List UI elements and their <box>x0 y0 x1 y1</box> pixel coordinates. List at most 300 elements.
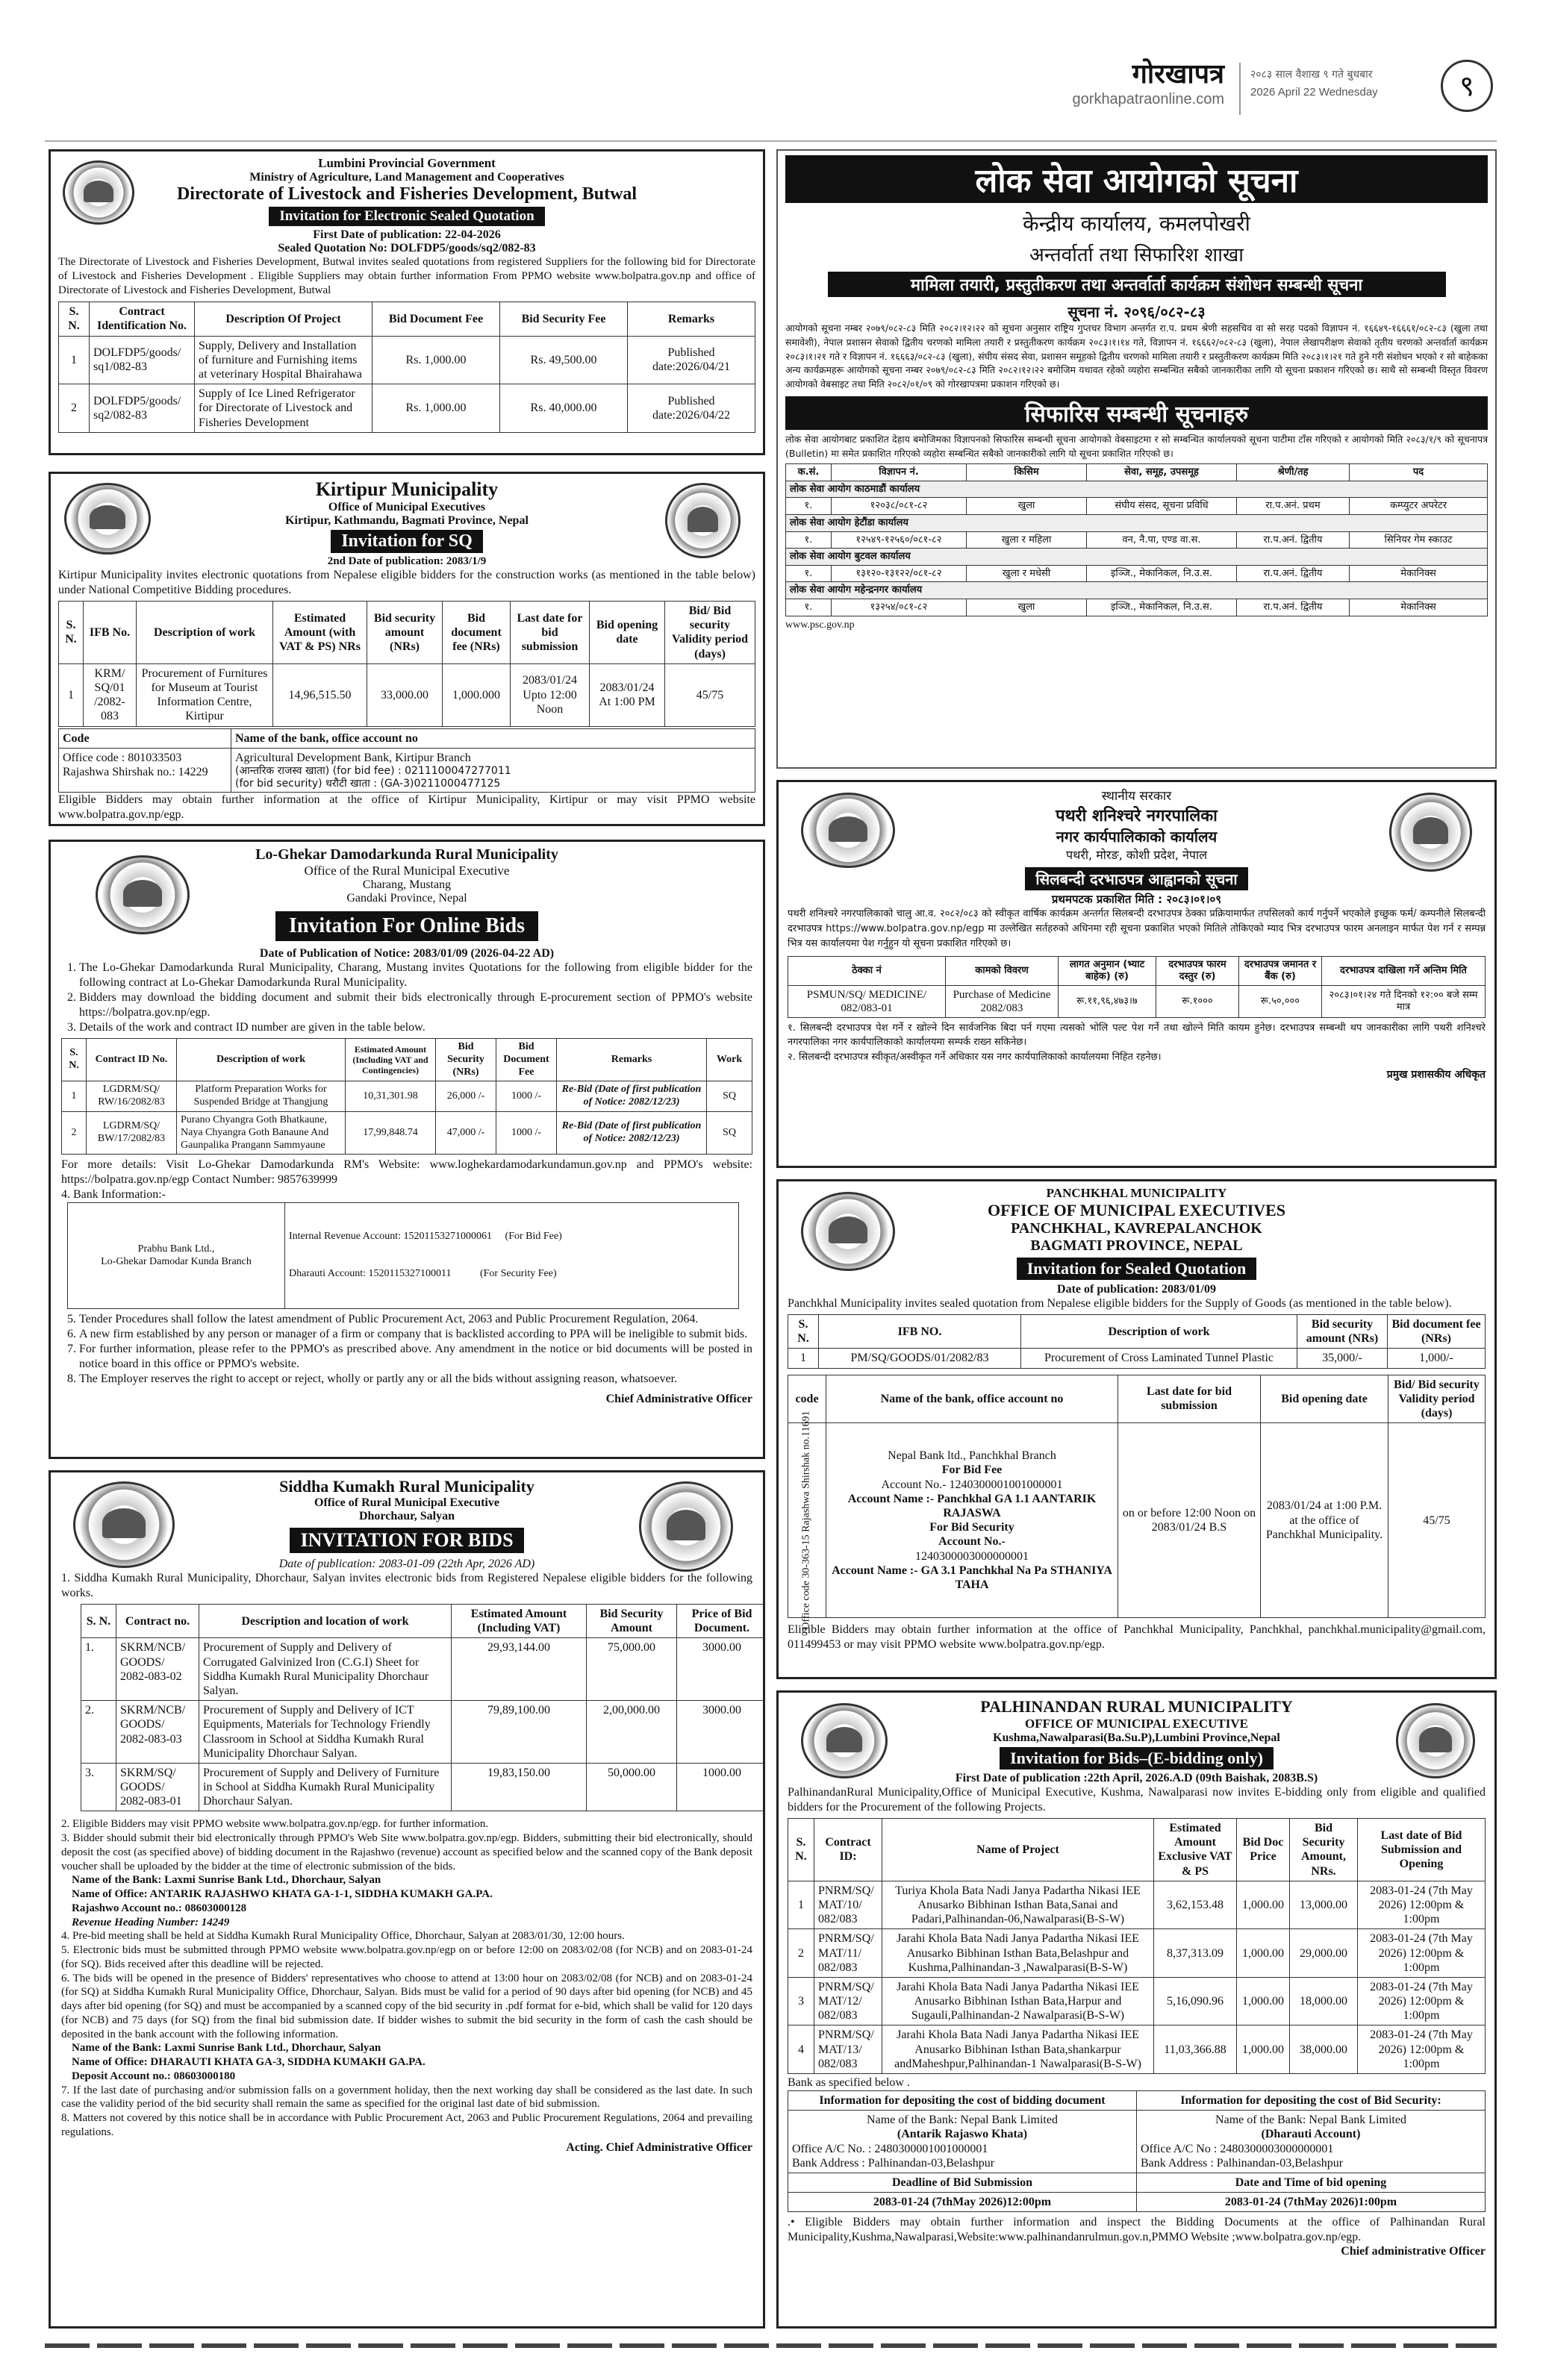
code-cell <box>788 1411 826 1630</box>
cell: 2 <box>788 1929 814 1978</box>
cell: 2 <box>59 384 90 433</box>
notice-body: The Directorate of Livestock and Fisheries Development, Butwal invites sealed quotations from registered Suppliers for the following bid for Directorate of Livestock and Fisheries Development . Eligible Suppliers may obtain further information From PPMO website www.bolpatra.gov.np and office of Directorate of Livestock and Fisheries Development, Butwal <box>58 256 755 296</box>
revenue-account: Internal Revenue Account: 15201153271000061 (For Bid Fee) <box>289 1230 562 1242</box>
cell: 35,000/- <box>1297 1349 1388 1368</box>
cell: Supply, Delivery and Installation of furniture and Furnishing items at veterinary Hospital Bhairahawa <box>195 336 372 384</box>
col-security: Bid Security (NRs) <box>436 1039 496 1081</box>
account-no: Office A/C No : 2480300003000000001 <box>1141 2142 1334 2155</box>
col-shreni: श्रेणी/तह <box>1237 464 1350 481</box>
table-row <box>788 985 1486 1017</box>
col-description: Description and location of work <box>199 1605 452 1638</box>
cell: PSMUN/SQ/ MEDICINE/ 082/083-01 <box>788 985 946 1017</box>
siddha-table <box>81 1604 765 1811</box>
psc-website[interactable]: www.psc.gov.np <box>785 619 855 631</box>
siddha-terms <box>61 1817 752 2139</box>
col-sn: S. N. <box>62 1039 87 1081</box>
cell: रू.१००० <box>1156 985 1239 1017</box>
cell: इञ्जि., मेकानिकल, नि.उ.स. <box>1087 565 1237 582</box>
security-cell <box>1137 2111 1486 2173</box>
table-row <box>62 1081 752 1112</box>
para-2: 2. Eligible Bidders may visit PPMO website www.bolpatra.gov.np/egp. for further information. <box>61 1818 489 1831</box>
masthead-divider <box>1239 63 1241 115</box>
page-number: ९ <box>1441 60 1493 112</box>
account-no: Office A/C No. : 2480300001001000001 <box>792 2142 988 2155</box>
gov: स्थानीय सरकार <box>1101 789 1172 804</box>
col-kisim: किसिम <box>967 464 1087 481</box>
pub-date: First Date of publication :22th April, 2026.A.D (09th Baishak, 2083B.S) <box>955 1772 1318 1784</box>
col-security: Bid security amount (NRs) <box>1297 1315 1388 1349</box>
notice-banner: Invitation for Sealed Quotation <box>1017 1258 1257 1280</box>
cell: रा.प.अनं. द्वितीय <box>1237 565 1350 582</box>
nepal-emblem-icon <box>801 793 895 868</box>
table-row <box>786 599 1488 616</box>
cell: 1000 /- <box>496 1111 557 1154</box>
cell: 1 <box>59 663 84 726</box>
cell: 5,16,090.96 <box>1154 1977 1237 2026</box>
account-name: (Antarik Rajaswo Khata) <box>897 2128 1028 2141</box>
col-sn: S. N. <box>81 1605 116 1638</box>
cell: Jarahi Khola Bata Nadi Janya Padartha Nikasi IEE Anusarko Bibhinan Isthan Bata,Belashpur and Kushma,Palhinandan-3 ,Nawalparasi(B-S-W) <box>882 1929 1154 1978</box>
office-group: लोक सेवा आयोग बुटवल कार्यालय <box>786 549 1488 566</box>
cell: 1,000.00 <box>1237 1881 1290 1929</box>
dharauti-account: Dharauti Account: 1520115327100011 (For Security Fee) <box>289 1268 557 1280</box>
table-row <box>786 531 1488 549</box>
notice-body: Panchkhal Municipality invites sealed quotation from Nepalese eligible bidders for the Supply of Goods (as mentioned in the table below). <box>788 1297 1452 1310</box>
col-opening: Bid opening date <box>590 602 665 664</box>
psc-banner: लोक सेवा आयोगको सूचना <box>785 155 1488 203</box>
pub-date: Date of publication: 2083-01-09 (22th Apr, 2026 AD) <box>278 1558 535 1570</box>
nepal-emblem-icon <box>73 1481 175 1568</box>
cell: 3. <box>81 1763 116 1811</box>
cell: १. <box>786 565 832 582</box>
cell: SKRM/SQ/ GOODS/ 2082-083-01 <box>116 1763 199 1811</box>
livestock-table <box>58 302 755 433</box>
cell: 2083-01-24 (7th May 2026) 12:00pm & 1:00pm <box>1358 1929 1486 1978</box>
cell: 1000 /- <box>496 1081 557 1112</box>
notice-banner: Invitation for Bids–(E-bidding only) <box>1000 1747 1274 1770</box>
col-project: Name of Project <box>882 1819 1154 1881</box>
bank-as-specified: Bank as specified below . <box>788 2076 910 2089</box>
list-item: 8. The Employer reserves the right to accept or reject, wholly or partly any or all the bids without assigning reason, whatsoever. <box>79 1372 752 1387</box>
masthead-rule <box>45 140 1497 142</box>
paper-name: गोरखापत्र <box>1132 59 1224 90</box>
cell: PM/SQ/GOODS/01/2082/83 <box>819 1349 1021 1368</box>
cell: १. <box>786 531 832 549</box>
revenue-heading: Revenue Heading Number: 14249 <box>72 1916 230 1928</box>
bank-name-cell <box>68 1203 285 1308</box>
col-doc-fee: Bid Document Fee <box>496 1039 557 1081</box>
cell: १२५४९-१२५६०/०८१-८२ <box>832 531 967 549</box>
bank-address: Bank Address : Palhinandan-03,Belashpur <box>1141 2156 1344 2170</box>
cell: 1000.00 <box>677 1763 766 1811</box>
cell: 2083-01-24 (7th May 2026) 12:00pm & 1:00pm <box>1358 2026 1486 2074</box>
notice-banner: Invitation for SQ <box>331 530 483 553</box>
cell: 2. <box>81 1701 116 1764</box>
psc-para-2: लोक सेवा आयोगबाट प्रकाशित देहाय बमोजिमका विज्ञापनको सिफारिस सम्बन्धी सूचना आयोगको वेबसाइटमा र सो सम्बन्धित कार्यालयको सूचना पाटीमा टाँस गरिएको र आयोगको मिति २०८३/१/९ को सूचनापत्र (Bulletin) मा समेत प्रकाशित गरिएको व्यहोरा सम्बन्धित सबैको जानकारीको लागि यो सूचना प्रकाशित गरिएको छ। <box>785 433 1488 459</box>
address-1: PANCHKHAL, KAVREPALANCHOK <box>1011 1220 1262 1237</box>
livestock-notice <box>49 149 765 455</box>
col-doc-price: Price of Bid Document. <box>677 1605 766 1638</box>
cell: 2083/01/24 Upto 12:00 Noon <box>511 663 590 726</box>
address-2: BAGMATI PROVINCE, NEPAL <box>1030 1237 1243 1254</box>
table-row <box>786 565 1488 582</box>
panchkhal-bank-table <box>788 1375 1486 1630</box>
office-group: लोक सेवा आयोग महेन्द्रनगर कार्यालय <box>786 582 1488 599</box>
nepal-emblem-icon <box>801 1192 895 1271</box>
col-contract: ठेक्का नं <box>788 957 946 985</box>
psc-banner-2: सिफारिस सम्बन्धी सूचनाहरु <box>785 396 1488 430</box>
office-name: Directorate of Livestock and Fisheries Development, Butwal <box>176 184 638 204</box>
notice-body: PalhinandanRural Municipality,Office of Municipal Executive, Kushma, Nawalparasi now invites E-bidding only from eligible and qualified bidders for the Procurement of the following Projects. <box>788 1786 1486 1814</box>
cell: 3,62,153.48 <box>1154 1881 1237 1929</box>
cell: रा.प.अनं. प्रथम <box>1237 498 1350 515</box>
col-doc-price: Bid Doc Price <box>1237 1819 1290 1881</box>
municipality-logo-icon <box>665 483 741 558</box>
bank-security-account: (for bid security) धरौटी खाता : (GA-3)0211000477125 <box>235 777 501 790</box>
office-code: Office code : 801033503 <box>63 751 182 764</box>
cell: 45/75 <box>665 663 755 726</box>
cell: Purchase of Medicine 2082/083 <box>946 985 1059 1017</box>
address-1: Charang, Mustang <box>362 878 452 891</box>
col-estimate: लागत अनुमान (भ्याट बाहेक) (रु) <box>1059 957 1156 985</box>
pathari-notice <box>776 780 1497 1168</box>
address-2: Gandaki Province, Nepal <box>346 892 467 905</box>
cell: १३२५४/०८१-८२ <box>832 599 967 616</box>
notice-banner: Invitation For Online Bids <box>275 911 538 941</box>
notice-footer: Eligible Bidders may obtain further information at the office of Kirtipur Municipality, Kirtipur or may visit PPMO website www.bolpatra.gov.np/egp. <box>58 793 755 822</box>
notice-footer: .• Eligible Bidders may obtain further information and inspect the Bidding Documents at the office of Palhinandan Rural Municipality,Kushma,Nawalparasi,Website:www.palhinandanrulmun.gov.n,PMMO Website ;www.bolpatra.gov.np/egp. <box>788 2216 1486 2244</box>
office: Office of Municipal Executives <box>328 501 486 513</box>
col-description: Description of work <box>177 1039 346 1081</box>
municipality-logo-icon <box>639 1481 733 1572</box>
psc-notice <box>776 149 1497 769</box>
signature: Acting. Chief Administrative Officer <box>566 2140 752 2154</box>
list-item: 3. Details of the work and contract ID number are given in the table below. <box>79 1020 752 1035</box>
cell: Published date:2026/04/22 <box>628 384 755 433</box>
table-row <box>59 336 755 384</box>
cell: Rs. 49,500.00 <box>500 336 628 384</box>
siddha-notice <box>49 1470 765 2329</box>
cell: Procurement of Supply and Delivery of Corrugated Galvinized Iron (C.G.I) Sheet for Siddha Kumakh Rural Municipality Dhorchaur Salyan. <box>199 1638 452 1701</box>
col-doc-fee: Bid document fee (NRs) <box>1388 1315 1486 1349</box>
table-row <box>62 1111 752 1154</box>
title: Kirtipur Municipality <box>315 478 499 500</box>
para-7: 7. If the last date of purchasing and/or submission falls on a government holiday, then the next working day shall be considered as the last date. In such case the validity period of the bid security shall remain the same as specified for the original last date of bid submission. <box>61 2084 752 2111</box>
note-1: १. सिलबन्दी दरभाउपत्र पेश गर्ने र खोल्ने दिन सार्वजनिक बिदा पर्न गएमा त्यसको भोलि पल्ट पेश गर्ने तथा खोल्ने मिति कायम हुनेछ। दरभाउपत्र सम्बन्धी थप जानकारीका लागि पथरी शनिश्चरे नगरपालिका नगर कार्यपालिकाको कार्यालयमा सम्पर्क राख्न सकिनेछ। <box>788 1022 1486 1049</box>
security-account-name: Account Name :- GA 3.1 Panchkhal Na Pa STHANIYA TAHA <box>832 1564 1112 1591</box>
list-item: 5. Tender Procedures shall follow the latest amendment of Public Procurement Act, 2063 and Public Procurement Regulation, 2064. <box>79 1312 752 1327</box>
office: Office of the Rural Municipal Executive <box>304 863 510 878</box>
table-row <box>788 1881 1486 1929</box>
col-description: कामको विवरण <box>946 957 1059 985</box>
notice-body: पथरी शनिश्चरे नगरपालिकाको चालु आ.व. २०८२/०८३ को स्वीकृत वार्षिक कार्यक्रम अन्तर्गत सिलबन्दी दरभाउपत्र ठेक्का प्रक्रियामार्फत तपसिलको कार्य गर्नुपर्ने भएकोले इच्छुक फर्म/ कम्पनीले सिलबन्दी दरभाउपत्र https://www.bolpatra.gov.np/egp मा उल्लेखित सर्तहरुको अधिनमा रही सूचना प्रकाशित भएको मितिले तोकिएको म्याद भित्र दरभाउपत्र फारम अनलाइन मार्फत पेश गर्न र सम्पन्न भित्र यस कार्यालयमा पेश गर्नुहुन यो सूचना प्रकाशित गरिएको छ। <box>788 908 1486 950</box>
kirtipur-table <box>58 601 755 727</box>
cell: 2,00,000.00 <box>587 1701 677 1764</box>
municipality-logo-icon <box>1389 793 1472 872</box>
bid-fee-account: Account No.- 1240300001001000001 <box>881 1478 1063 1491</box>
cell: 1,000.00 <box>1237 1929 1290 1978</box>
code-cell <box>59 748 231 793</box>
cell: Turiya Khola Bata Nadi Janya Padartha Nikasi IEE Anusarko Bibhinan Isthan Bata,Sanai and Padari,Palhinandan-06,Nawalparasi(B-S-W) <box>882 1881 1154 1929</box>
col-security: Bid security amount (NRs) <box>367 602 443 664</box>
list-item: 6. A new firm established by any person or manager of a firm or company that is backlisted according to PPA will be ineligible to submit bids. <box>79 1327 752 1342</box>
signature: Chief Administrative Officer <box>605 1392 752 1405</box>
para-3: 3. Bidder should submit their bid electronically through PPMO's Web Site www.bolpatra.gov.np/egp. Bidders, submitting their bid electronically, should deposit the cost (as specified above) of bidding document in the Rajashwo (revenue) account as specified below and the scanned copy of the Bank deposit voucher shall be uploaded by the bidder at the time of electronic submission of the bids. <box>61 1832 752 1873</box>
palhinandan-table <box>788 1818 1486 2074</box>
cell: Re-Bid (Date of first publication of Notice: 2082/12/23) <box>557 1111 707 1154</box>
cell: 11,03,366.88 <box>1154 2026 1237 2074</box>
cell: मेकानिक्स <box>1350 599 1488 616</box>
panchkhal-table <box>788 1314 1486 1369</box>
kirtipur-notice <box>49 472 765 826</box>
cell: सिनियर गेम स्काउट <box>1350 531 1488 549</box>
cell: LGDRM/SQ/ RW/16/2082/83 <box>87 1081 177 1112</box>
bank-name: Name of the Bank: Nepal Bank Limited <box>1215 2114 1406 2127</box>
col-last-date: Last date for bid submission <box>1118 1375 1261 1423</box>
cell: Supply of Ice Lined Refrigerator for Directorate of Livestock and Fisheries Development <box>195 384 372 433</box>
cell: 2083/01/24 At 1:00 PM <box>590 663 665 726</box>
cell: Platform Preparation Works for Suspended Bridge at Thangjung <box>177 1081 346 1112</box>
col-estimate: Estimated Amount (Including VAT and Contingencies) <box>346 1039 436 1081</box>
cell: 4 <box>788 2026 814 2074</box>
col-contract: Contract Identification No. <box>90 302 195 336</box>
cell: on or before 12:00 Noon on 2083/01/24 B.S <box>1118 1423 1261 1618</box>
cell: 33,000.00 <box>367 663 443 726</box>
office-group: लोक सेवा आयोग हेटौंडा कार्यालय <box>786 515 1488 532</box>
cell: KRM/ SQ/01 /2082-083 <box>84 663 137 726</box>
table-row <box>81 1638 766 1701</box>
cell: Procurement of Supply and Delivery of Furniture in School at Siddha Kumakh Rural Municipality Dhorchaur Salyan. <box>199 1763 452 1811</box>
loghekar-bank-table <box>67 1202 739 1308</box>
para-8: 8. Matters not covered by this notice shall be in accordance with Public Procurement Act, 2063 and Public Procurement Regulations, 2064 and prevailing regulations. <box>61 2112 752 2138</box>
cell: 3 <box>788 1977 814 2026</box>
palhinandan-notice <box>776 1690 1497 2329</box>
cell: 2083/01/24 at 1:00 P.M. at the office of Panchkhal Municipality. <box>1261 1423 1388 1618</box>
col-security-info: Information for depositing the cost of Bid Security: <box>1137 2091 1486 2111</box>
bank-name: Nepal Bank ltd., Panchkhal Branch <box>888 1449 1056 1463</box>
cell: Rs. 1,000.00 <box>372 384 500 433</box>
col-form-fee: दरभाउपत्र फारम दस्तुर (रु) <box>1156 957 1239 985</box>
cell: 38,000.00 <box>1290 2026 1358 2074</box>
terms-list <box>61 1312 752 1387</box>
office: Office of Rural Municipal Executive <box>314 1496 499 1509</box>
cell: इञ्जि., मेकानिकल, नि.उ.स. <box>1087 599 1237 616</box>
title: PALHINANDAN RURAL MUNICIPALITY <box>980 1697 1293 1716</box>
col-validity: Bid/ Bid security Validity period (days) <box>665 602 755 664</box>
col-code: Code <box>59 728 231 748</box>
col-sn: S. N. <box>59 602 84 664</box>
col-last-date: Last date for bid submission <box>511 602 590 664</box>
col-description: Description of work <box>137 602 273 664</box>
cell: DOLFDP5/goods/ sq1/082-83 <box>90 336 195 384</box>
col-estimate: Estimated Amount (with VAT & PS) NRs <box>273 602 367 664</box>
col-last-date: दरभाउपत्र दाखिला गर्ने अन्तिम मिति <box>1322 957 1486 985</box>
nepal-emblem-icon <box>801 1703 888 1778</box>
cell: खुला <box>967 599 1087 616</box>
cell: SKRM/NCB/ GOODS/ 2082-083-03 <box>116 1701 199 1764</box>
cell: 1 <box>62 1081 87 1112</box>
cell: १. <box>786 498 832 515</box>
cell: १२०३८/०८१-८२ <box>832 498 967 515</box>
ministry-name: Ministry of Agriculture, Land Management and Cooperatives <box>249 171 564 184</box>
security-account-label: Account No.- <box>938 1535 1006 1549</box>
cell: खुला <box>967 498 1087 515</box>
cell: मेकानिक्स <box>1350 565 1488 582</box>
more-details: For more details: Visit Lo-Ghekar Damodarkunda RM's Website: www.loghekardamodarkundamun.gov.np and PPMO's website: https://bolpatra.gov.np/egp Contact Number: 9857639999 <box>61 1158 752 1187</box>
bank-info-label: 4. Bank Information:- <box>61 1188 166 1202</box>
table-row <box>788 2026 1486 2074</box>
col-opening: Date and Time of bid opening <box>1137 2173 1486 2192</box>
office-group: लोक सेवा आयोग काठमाडौं कार्यालय <box>786 481 1488 498</box>
cell: १३१२०-१३१२२/०८१-८२ <box>832 565 967 582</box>
nepal-emblem-icon <box>63 160 134 225</box>
bank-accounts-cell <box>285 1203 739 1308</box>
cell: PNRM/SQ/ MAT/12/ 082/083 <box>814 1977 882 2026</box>
pub-date: 2nd Date of publication: 2083/1/9 <box>327 555 487 567</box>
bank-name-2: Name of the Bank: Laxmi Sunrise Bank Ltd., Dhorchaur, Salyan <box>72 2042 381 2055</box>
office: नगर कार्यपालिकाको कार्यालय <box>1056 828 1218 846</box>
cell: 47,000 /- <box>436 1111 496 1154</box>
address: पथरी, मोरङ, कोशी प्रदेश, नेपाल <box>1066 848 1207 862</box>
col-estimate: Estimated Amount Exclusive VAT & PS <box>1154 1819 1237 1881</box>
col-sn: S. N. <box>59 302 90 336</box>
notice-banner: Invitation for Electronic Sealed Quotation <box>269 207 544 226</box>
rajashwa: Rajashwa Shirshak no.: 14229 <box>63 765 208 778</box>
cell: 19,83,150.00 <box>452 1763 587 1811</box>
title: Lo-Ghekar Damodarkunda Rural Municipality <box>255 846 558 863</box>
nepal-emblem-icon <box>64 483 151 555</box>
col-security-fee: Bid Security Fee <box>500 302 628 336</box>
cell: 1,000.00 <box>1237 1977 1290 2026</box>
col-contract: Contract ID: <box>814 1819 882 1881</box>
bank-name: Agricultural Development Bank, Kirtipur Branch <box>235 751 471 764</box>
office-name-1: Name of Office: ANTARIK RAJASHWO KHATA GA-1-1, SIDDHA KUMAKH GA.PA. <box>72 1888 493 1901</box>
cell: 17,99,848.74 <box>346 1111 436 1154</box>
notice-banner: सिलबन्दी दरभाउपत्र आह्वानको सूचना <box>1025 867 1247 890</box>
cell: DOLFDP5/goods/ sq2/082-83 <box>90 384 195 433</box>
para-4: 4. Pre-bid meeting shall be held at Siddha Kumakh Rural Municipality Office, Dhorchaur, Salyan at 2083/01/30, 12:00 hours. <box>61 1930 625 1943</box>
note-2: २. सिलबन्दी दरभाउपत्र स्वीकृत/अस्वीकृत गर्ने अधिकार यस नगर कार्यपालिकाको कार्यालयमा निहित रहनेछ। <box>788 1051 1162 1063</box>
cell: 2083-01-24 (7th May 2026) 12:00pm & 1:00pm <box>1358 1977 1486 2026</box>
cell: 1 <box>788 1881 814 1929</box>
nepal-emblem-icon <box>96 855 190 934</box>
col-opening: Bid opening date <box>1261 1375 1388 1423</box>
cell: 14,96,515.50 <box>273 663 367 726</box>
table-row <box>59 384 755 433</box>
intro-list <box>61 961 752 1035</box>
cell: 26,000 /- <box>436 1081 496 1112</box>
cell: Rs. 40,000.00 <box>500 384 628 433</box>
col-remarks: Remarks <box>628 302 755 336</box>
col-doc-fee: Bid document fee (NRs) <box>443 602 511 664</box>
title: PANCHKHAL MUNICIPALITY <box>1046 1186 1227 1200</box>
list-item: 2. Bidders may download the bidding document and submit their bids electronically through E-procurement section of PPMO's website https://bolpatra.gov.np/egp. <box>79 990 752 1020</box>
cell: 2083-01-24 (7th May 2026) 12:00pm & 1:00pm <box>1358 1881 1486 1929</box>
col-sn: S. N. <box>788 1819 814 1881</box>
cell: 13,000.00 <box>1290 1881 1358 1929</box>
loghekar-table <box>61 1038 752 1155</box>
col-remarks: Remarks <box>557 1039 707 1081</box>
cell: रू.५०,००० <box>1239 985 1322 1017</box>
cell: 1,000/- <box>1388 1349 1486 1368</box>
cell: Re-Bid (Date of first publication of Notice: 2082/12/23) <box>557 1081 707 1112</box>
cell: खुला र मधेसी <box>967 565 1087 582</box>
loghekar-notice <box>49 840 765 1459</box>
account-name: (Dharauti Account) <box>1261 2128 1361 2141</box>
cell: Jarahi Khola Bata Nadi Janya Padartha Nikasi IEE Anusarko Bibhinan Isthan Bata,shankarpur andMaheshpur,Palhinandan-1 Nawalparasi(B-S-W) <box>882 2026 1154 2074</box>
col-validity: Bid/ Bid security Validity period (days) <box>1388 1375 1486 1423</box>
col-last-date: Last date of Bid Submission and Opening <box>1358 1819 1486 1881</box>
list-item: 1. The Lo-Ghekar Damodarkunda Rural Municipality, Charang, Mustang invites Quotations for the following from eligible bidder for the following contract at Lo-Ghekar Damodarkunda Rural Municipality. <box>79 961 752 990</box>
psc-office: केन्द्रीय कार्यालय, कमलपोखरी <box>1023 211 1250 236</box>
cell: 1 <box>788 1349 819 1368</box>
office: OFFICE OF MUNICIPAL EXECUTIVES <box>987 1201 1286 1219</box>
cell: SKRM/NCB/ GOODS/ 2082-083-02 <box>116 1638 199 1701</box>
col-sn: क.सं. <box>786 464 832 481</box>
office-name-2: Name of Office: DHARAUTI KHATA GA-3, SIDDHA KUMAKH GA.PA. <box>72 2056 426 2069</box>
bank-name: Prabhu Bank Ltd., <box>137 1243 215 1255</box>
col-security: Bid Security Amount, NRs. <box>1290 1819 1358 1881</box>
cell: १. <box>786 599 832 616</box>
cell: LGDRM/SQ/ BW/17/2082/83 <box>87 1111 177 1154</box>
item-1: 1. Siddha Kumakh Rural Municipality, Dhorchaur, Salyan invites electronic bids from Registered Nepalese eligible bidders for the following works. <box>61 1572 752 1599</box>
bid-fee-account-name: Account Name :- Panchkhal GA 1.1 AANTARIK RAJASWA <box>847 1492 1097 1519</box>
cell: 1. <box>81 1638 116 1701</box>
cell: 8,37,313.09 <box>1154 1929 1237 1978</box>
date-np: २०८३ साल वैशाख ९ गते बुधबार <box>1250 69 1373 81</box>
title: Siddha Kumakh Rural Municipality <box>279 1477 534 1496</box>
doc-cost-cell <box>788 2111 1137 2173</box>
office-code: Office code 30-363-15 Rajashwa Shirshak no.11691 <box>800 1411 812 1630</box>
security-account-no: 1240300003000000001 <box>915 1549 1029 1563</box>
psc-table <box>785 463 1488 616</box>
col-sn: S. N. <box>788 1315 819 1349</box>
table-row <box>788 1929 1486 1978</box>
cell: रा.प.अनं. द्वितीय <box>1237 531 1350 549</box>
col-ifb: IFB No. <box>84 602 137 664</box>
cell: खुला र महिला <box>967 531 1087 549</box>
bid-security-label: For Bid Security <box>929 1521 1014 1534</box>
cell: PNRM/SQ/ MAT/13/ 082/083 <box>814 2026 882 2074</box>
col-security: दरभाउपत्र जमानत र बैंक (रु) <box>1239 957 1322 985</box>
cell: 29,000.00 <box>1290 1929 1358 1978</box>
table-row <box>59 663 755 726</box>
pub-date: Date of Publication of Notice: 2083/01/09 (2026-04-22 AD) <box>259 947 555 960</box>
cell: 75,000.00 <box>587 1638 677 1701</box>
account-1: Rajashwo Account no.: 08603000128 <box>72 1902 247 1914</box>
cell: SQ <box>707 1111 752 1154</box>
col-description: Description of work <box>1021 1315 1297 1349</box>
cell: कम्प्युटर अपरेटर <box>1350 498 1488 515</box>
palhinandan-bank-table <box>788 2090 1486 2212</box>
notice-banner: INVITATION FOR BIDS <box>290 1528 523 1553</box>
quotation-no: Sealed Quotation No: DOLFDP5/goods/sq2/082-83 <box>278 242 536 254</box>
masthead-date <box>1250 67 1444 112</box>
website[interactable]: gorkhapatraonline.com <box>1072 91 1224 107</box>
col-description: Description Of Project <box>195 302 372 336</box>
bank-name-1: Name of the Bank: Laxmi Sunrise Bank Ltd., Dhorchaur, Salyan <box>72 1874 381 1887</box>
col-bank: Name of the bank, office account no <box>231 728 755 748</box>
bank-cell <box>826 1423 1118 1618</box>
address: Dhorchaur, Salyan <box>358 1510 455 1522</box>
list-item: 7. For further information, please refer to the PPMO's as prescribed above. Any amendment in the notice or bid documents will be posted in notice board in this office or PPMO's website. <box>79 1342 752 1372</box>
bank-name: Name of the Bank: Nepal Bank Limited <box>867 2114 1058 2127</box>
masthead <box>1030 58 1224 125</box>
panchkhal-notice <box>776 1179 1497 1679</box>
para-5: 5. Electronic bids must be submitted through PPMO website www.bolpatra.gov.np/egp on or before 12:00 on 2083/02/08 (for NCB) and on 2083-01-24 (for SQ). Bids received after this deadline will be rejected. <box>61 1944 752 1970</box>
cell: SQ <box>707 1081 752 1112</box>
cell: 3000.00 <box>677 1638 766 1701</box>
